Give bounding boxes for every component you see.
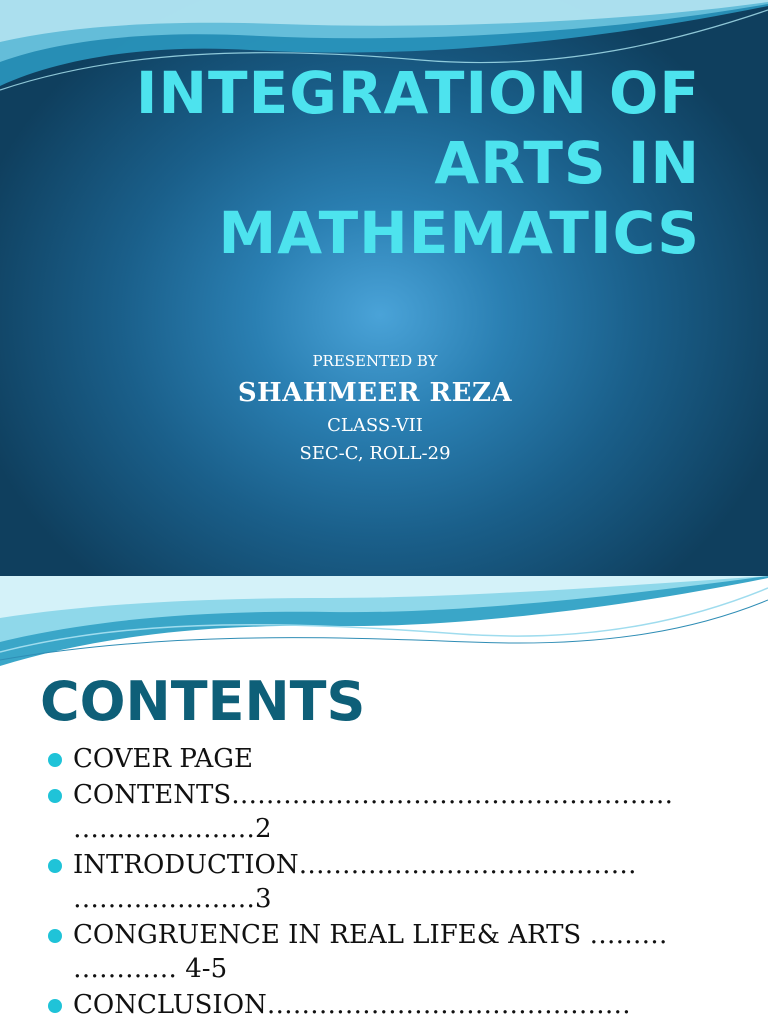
list-item — [48, 742, 738, 776]
bullet-icon — [48, 859, 62, 873]
list-item — [48, 848, 738, 916]
list-item — [48, 988, 738, 1022]
presenter-name: SHAHMEER REZA — [237, 378, 513, 408]
list-item-text-continued: ………… 4-5 — [73, 954, 228, 984]
list-item-text: CONTENTS…………………………………………… — [73, 780, 674, 810]
list-item-text: CONCLUSION…………………………………… — [73, 990, 631, 1020]
bullet-icon — [48, 929, 62, 943]
presenter-class: CLASS-VII — [327, 415, 423, 436]
presented-by-label: PRESENTED BY — [312, 352, 438, 370]
list-item-text: CONGRUENCE IN REAL LIFE& ARTS ……… — [73, 920, 668, 950]
bullet-icon — [48, 789, 62, 803]
contents-list — [48, 742, 738, 1024]
wave-decoration — [0, 576, 768, 676]
presenter-section: SEC-C, ROLL-29 — [299, 443, 451, 464]
contents-slide — [0, 576, 768, 1024]
list-item — [48, 778, 738, 846]
list-item — [48, 918, 738, 986]
list-item-text: COVER PAGE — [73, 744, 253, 774]
list-item-text-continued: …………………3 — [73, 884, 272, 914]
list-item-text: INTRODUCTION………………………………… — [73, 850, 637, 880]
title-line-2: ARTS IN — [434, 129, 700, 197]
presentation-title — [60, 58, 700, 268]
title-line-3: MATHEMATICS — [218, 199, 700, 267]
list-item-text-continued: …………………2 — [73, 814, 272, 844]
contents-heading: CONTENTS — [40, 670, 366, 733]
bullet-icon — [48, 753, 62, 767]
title-line-1: INTEGRATION OF — [135, 59, 700, 127]
bullet-icon — [48, 999, 62, 1013]
